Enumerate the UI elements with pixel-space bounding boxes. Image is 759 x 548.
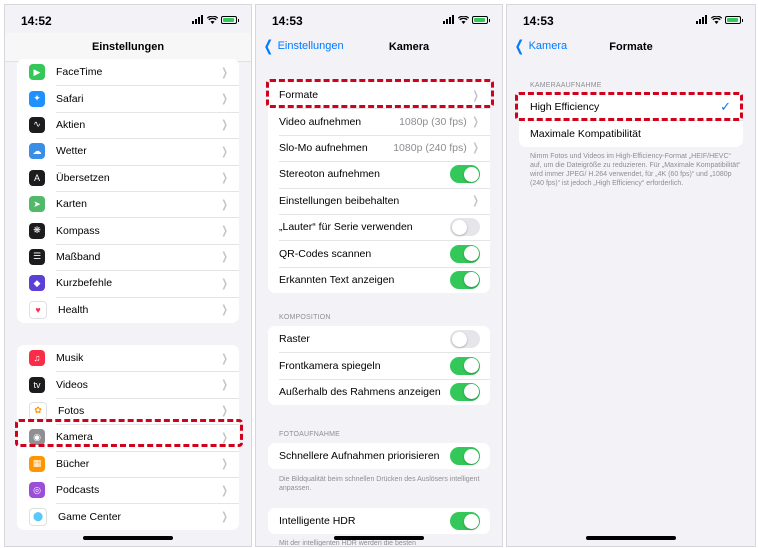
compass-icon: ❋	[29, 223, 45, 239]
settings-item-label: Aktien	[56, 118, 86, 131]
status-icons	[443, 15, 488, 24]
formate-footer: Nimm Fotos und Videos im High-Efficiency-Format „HEIF/HEVC“ auf, um die Dateigröße zu reduzieren. Für „Maximale Kompatibilität“ wird immer JPEG/ H.264 verwendet, für „4K (60 fps)“ und „1080p (240 fps)“ ist jedoch „High Efficiency“ erforderlich.	[530, 153, 741, 187]
toggle-switch-on[interactable]	[450, 165, 480, 183]
chevron-right-icon: ❯	[221, 431, 228, 444]
status-icons	[696, 15, 741, 24]
battery-icon	[221, 16, 237, 24]
settings-item-label: Health	[58, 303, 89, 316]
kamera-group-hdr	[268, 508, 490, 534]
wifi-icon	[458, 16, 468, 24]
shortcuts-icon: ◆	[29, 275, 45, 291]
toggle-switch-on[interactable]	[450, 245, 480, 263]
hdr-footer: Mit der intelligenten HDR werden die besten	[279, 540, 416, 547]
chevron-left-icon: ❮	[263, 37, 274, 55]
chevron-right-icon: ❯	[221, 484, 228, 497]
wifi-icon	[711, 16, 721, 24]
toggle-switch-off[interactable]	[450, 218, 480, 236]
camera-icon: ◉	[29, 429, 45, 445]
safari-icon: ✦	[29, 91, 45, 107]
chevron-right-icon: ❯	[221, 379, 228, 392]
settings-item-safari[interactable]	[17, 85, 239, 111]
setting-label: Raster	[279, 333, 310, 346]
settings-item-facetime[interactable]	[17, 59, 239, 85]
chevron-right-icon: ❯	[221, 145, 228, 158]
settings-item-label: Wetter	[56, 145, 87, 158]
tv-icon: tv	[29, 377, 45, 393]
chevron-right-icon: ❯	[472, 195, 479, 208]
settings-item-label: Maßband	[56, 250, 101, 263]
settings-item-musik[interactable]	[17, 345, 239, 371]
setting-row-ausserhalb-des-rahmens-anzeigen	[268, 379, 490, 405]
chevron-right-icon: ❯	[472, 89, 479, 102]
setting-label: Einstellungen beibehalten	[279, 194, 400, 207]
format-option-high-efficiency[interactable]	[519, 94, 743, 120]
settings-item-health[interactable]	[17, 297, 239, 323]
settings-item-kompass[interactable]	[17, 217, 239, 243]
back-label: Einstellungen	[277, 40, 344, 52]
weather-icon: ☁	[29, 143, 45, 159]
settings-item-label: Bücher	[56, 457, 90, 470]
settings-item-kurzbefehle[interactable]	[17, 270, 239, 296]
maps-icon: ➤	[29, 196, 45, 212]
checkmark-icon: ✓	[720, 99, 731, 115]
settings-item-kamera[interactable]	[17, 424, 239, 450]
section-header-kameraaufnahme: KAMERAAUFNAHME	[530, 82, 602, 89]
setting-row-video-aufnehmen[interactable]	[268, 108, 490, 134]
setting-label: „Lauter“ für Serie verwenden	[279, 221, 413, 234]
status-bar	[256, 5, 502, 35]
settings-item-karten[interactable]	[17, 191, 239, 217]
toggle-switch-off[interactable]	[450, 330, 480, 348]
setting-value: 1080p (30 fps)	[399, 115, 467, 128]
status-time: 14:53	[523, 14, 554, 28]
status-bar	[5, 5, 251, 35]
chevron-right-icon: ❯	[221, 352, 228, 365]
settings-item-fotos[interactable]	[17, 398, 239, 424]
settings-item-label: Übersetzen	[56, 171, 110, 184]
setting-label: QR-Codes scannen	[279, 247, 372, 260]
setting-label: Stereoton aufnehmen	[279, 168, 380, 181]
battery-icon	[472, 16, 488, 24]
chevron-right-icon: ❯	[221, 66, 228, 79]
apps-group-1	[17, 59, 239, 323]
page-title: Kamera	[388, 41, 430, 53]
chevron-right-icon: ❯	[221, 172, 228, 185]
cellular-signal-icon	[696, 15, 707, 24]
home-indicator	[334, 536, 424, 540]
game-center-icon: ⬤	[29, 508, 47, 526]
cellular-signal-icon	[443, 15, 454, 24]
settings-item-buecher[interactable]	[17, 451, 239, 477]
status-icons	[192, 15, 237, 24]
status-time: 14:53	[272, 14, 303, 28]
status-bar	[507, 5, 755, 35]
music-icon: ♫	[29, 350, 45, 366]
setting-row-erkannten-text-anzeigen	[268, 267, 490, 293]
section-header-komposition: KOMPOSITION	[279, 314, 331, 321]
settings-item-label: Videos	[56, 378, 88, 391]
wifi-icon	[207, 16, 217, 24]
home-indicator	[586, 536, 676, 540]
settings-item-label: Musik	[56, 352, 84, 365]
setting-row-formate[interactable]	[268, 82, 490, 108]
format-option-label: High Efficiency	[530, 101, 600, 114]
chevron-right-icon: ❯	[221, 405, 228, 418]
toggle-switch-on[interactable]	[450, 512, 480, 530]
chevron-right-icon: ❯	[221, 511, 228, 524]
chevron-right-icon: ❯	[472, 142, 479, 155]
setting-row-stereoton-aufnehmen	[268, 161, 490, 187]
toggle-switch-on[interactable]	[450, 447, 480, 465]
settings-item-label: Karten	[56, 198, 87, 211]
settings-item-label: Podcasts	[56, 484, 100, 497]
home-indicator	[83, 536, 173, 540]
setting-label: Schnellere Aufnahmen priorisieren	[279, 450, 440, 463]
setting-row-intelligente-hdr	[268, 508, 490, 534]
setting-row-einstellungen-beibehalten[interactable]	[268, 188, 490, 214]
settings-screen	[4, 4, 252, 547]
chevron-right-icon: ❯	[221, 277, 228, 290]
page-title: Einstellungen	[91, 41, 165, 53]
facetime-icon: ▶	[29, 64, 45, 80]
navigation-bar	[507, 33, 755, 61]
chevron-right-icon: ❯	[221, 93, 228, 106]
measure-icon: ☰	[29, 249, 45, 265]
health-icon: ♥	[29, 301, 47, 319]
kamera-settings-screen	[255, 4, 503, 547]
settings-item-label: Safari	[56, 92, 84, 105]
podcasts-icon: ◎	[29, 482, 45, 498]
toggle-switch-on[interactable]	[450, 357, 480, 375]
books-icon: ▦	[29, 456, 45, 472]
stocks-icon: ∿	[29, 117, 45, 133]
toggle-switch-on[interactable]	[450, 383, 480, 401]
setting-label: Video aufnehmen	[279, 115, 362, 128]
kamera-group-fotoaufnahme	[268, 443, 490, 469]
setting-row-frontkamera-spiegeln	[268, 352, 490, 378]
setting-label: Slo-Mo aufnehmen	[279, 141, 368, 154]
navigation-bar	[5, 33, 251, 61]
settings-item-wetter[interactable]	[17, 138, 239, 164]
settings-item-videos[interactable]	[17, 371, 239, 397]
photos-icon: ✿	[29, 402, 47, 420]
setting-row-qr-codes-scannen	[268, 240, 490, 266]
formate-screen	[506, 4, 756, 547]
setting-label: Frontkamera spiegeln	[279, 359, 381, 372]
chevron-right-icon: ❯	[221, 458, 228, 471]
chevron-right-icon: ❯	[472, 116, 479, 129]
fotoaufnahme-footer: Die Bildqualität beim schnellen Drücken des Auslösers intelligent anpassen.	[279, 476, 480, 492]
apps-group-2	[17, 345, 239, 530]
back-label: Kamera	[528, 40, 568, 52]
setting-row-raster	[268, 326, 490, 352]
settings-item-uebersetzen[interactable]	[17, 165, 239, 191]
settings-item-label: Kompass	[56, 224, 100, 237]
chevron-right-icon: ❯	[221, 198, 228, 211]
settings-item-label: Fotos	[58, 404, 85, 417]
translate-icon: A	[29, 170, 45, 186]
setting-row-slo-mo-aufnehmen[interactable]	[268, 135, 490, 161]
setting-value: 1080p (240 fps)	[393, 141, 467, 154]
settings-item-massband[interactable]	[17, 244, 239, 270]
chevron-right-icon: ❯	[221, 251, 228, 264]
setting-label: Außerhalb des Rahmens anzeigen	[279, 385, 441, 398]
battery-icon	[725, 16, 741, 24]
navigation-bar	[256, 33, 502, 61]
kamera-group-komposition	[268, 326, 490, 405]
settings-item-label: FaceTime	[56, 66, 103, 79]
chevron-right-icon: ❯	[221, 225, 228, 238]
format-option-maximale-kompatibilitaet[interactable]	[519, 120, 743, 146]
section-header-fotoaufnahme: FOTOAUFNAHME	[279, 431, 340, 438]
page-title: Formate	[609, 41, 653, 53]
chevron-right-icon: ❯	[221, 304, 228, 317]
chevron-left-icon: ❮	[514, 37, 525, 55]
setting-label: Intelligente HDR	[279, 515, 356, 528]
settings-item-label: Kurzbefehle	[56, 277, 113, 290]
format-options-group	[519, 94, 743, 147]
setting-row-schnellere-aufnahmen-priorisieren	[268, 443, 490, 469]
settings-item-label: Game Center	[58, 510, 122, 523]
toggle-switch-on[interactable]	[450, 271, 480, 289]
settings-item-aktien[interactable]	[17, 112, 239, 138]
setting-row-lauter-fuer-serie-verwenden	[268, 214, 490, 240]
setting-label: Erkannten Text anzeigen	[279, 273, 395, 286]
chevron-right-icon: ❯	[221, 119, 228, 132]
settings-item-label: Kamera	[56, 431, 93, 444]
kamera-group-main	[268, 82, 490, 293]
format-option-label: Maximale Kompatibilität	[530, 127, 641, 140]
cellular-signal-icon	[192, 15, 203, 24]
setting-label: Formate	[279, 89, 319, 102]
status-time: 14:52	[21, 14, 52, 28]
settings-item-game-center[interactable]	[17, 503, 239, 529]
settings-item-podcasts[interactable]	[17, 477, 239, 503]
